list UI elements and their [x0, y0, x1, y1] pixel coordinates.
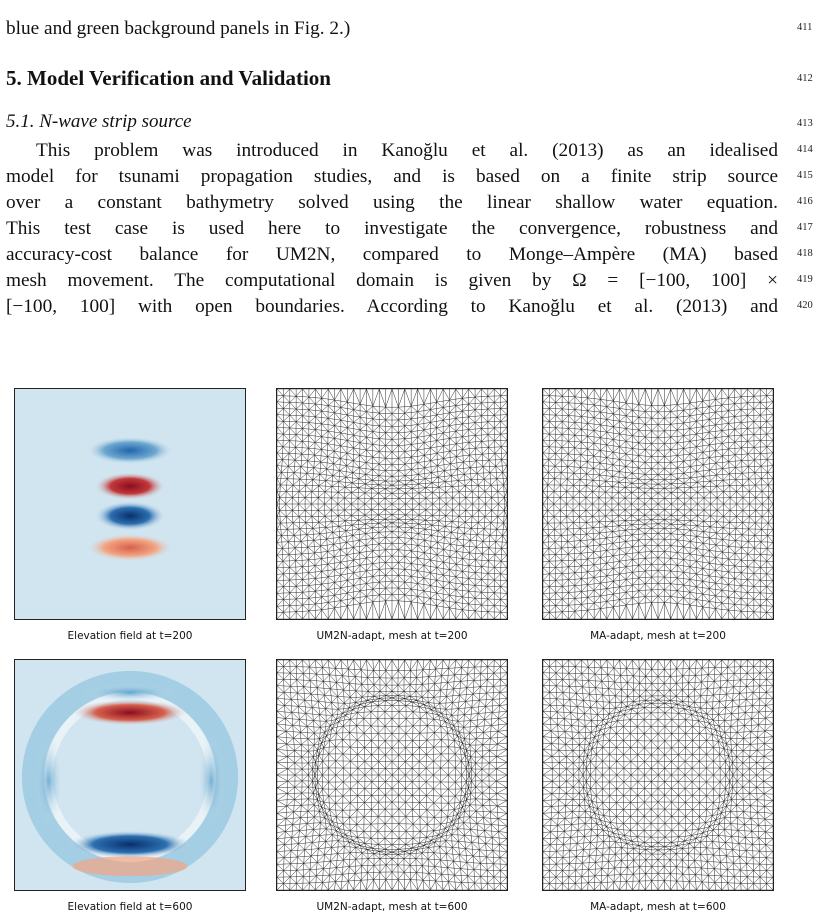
- section-title: 5. Model Verification and Validation: [6, 66, 331, 90]
- text-line-415: model for tsunami propagation studies, and is based on a finite strip source: [6, 166, 778, 187]
- line-number-420: 420: [797, 300, 813, 311]
- mesh-lines: [543, 389, 773, 619]
- ma-mesh-t200-plot: [542, 388, 774, 620]
- text-line-418: accuracy-cost balance for UM2N, compared to Monge–Ampère (MA) based: [6, 244, 778, 265]
- um2n-mesh-t200-plot: [276, 388, 508, 620]
- text-line-420: [−100, 100] with open boundaries. According to Kanoğlu et al. (2013) and: [6, 296, 778, 317]
- elevation-field-t200-plot: [14, 388, 246, 620]
- line-number-417: 417: [797, 222, 813, 233]
- mesh-lines: [277, 660, 507, 890]
- text-line-419: mesh movement. The computational domain is given by Ω = [−100, 100] ×: [6, 270, 778, 291]
- caption-um2n-t600: UM2N-adapt, mesh at t=600: [316, 901, 468, 913]
- text-line-411: blue and green background panels in Fig. 2.): [6, 18, 351, 39]
- mesh-lines: [277, 389, 507, 619]
- text-line-414: This problem was introduced in Kanoğlu et al. (2013) as an idealised: [36, 140, 778, 161]
- line-number-415: 415: [797, 170, 813, 181]
- caption-ma-t600: MA-adapt, mesh at t=600: [590, 901, 726, 913]
- um2n-mesh-t600-plot: [276, 659, 508, 891]
- line-number-411: 411: [797, 22, 813, 33]
- ma-mesh-t600-plot: [542, 659, 774, 891]
- caption-elevation-t200: Elevation field at t=200: [67, 630, 193, 642]
- elevation-field-t600-plot: [14, 659, 246, 891]
- line-number-418: 418: [797, 248, 813, 259]
- text-line-416: over a constant bathymetry solved using the linear shallow water equation.: [6, 192, 778, 213]
- caption-ma-t200: MA-adapt, mesh at t=200: [590, 630, 726, 642]
- line-number-412: 412: [797, 73, 813, 84]
- mesh-lines: [543, 660, 773, 890]
- line-number-419: 419: [797, 274, 813, 285]
- caption-elevation-t600: Elevation field at t=600: [67, 901, 193, 913]
- line-number-414: 414: [797, 144, 813, 155]
- caption-um2n-t200: UM2N-adapt, mesh at t=200: [316, 630, 468, 642]
- line-number-416: 416: [797, 196, 813, 207]
- subsection-title: 5.1. N-wave strip source: [6, 111, 192, 132]
- line-number-413: 413: [797, 118, 813, 129]
- text-line-417: This test case is used here to investigate the convergence, robustness and: [6, 218, 778, 239]
